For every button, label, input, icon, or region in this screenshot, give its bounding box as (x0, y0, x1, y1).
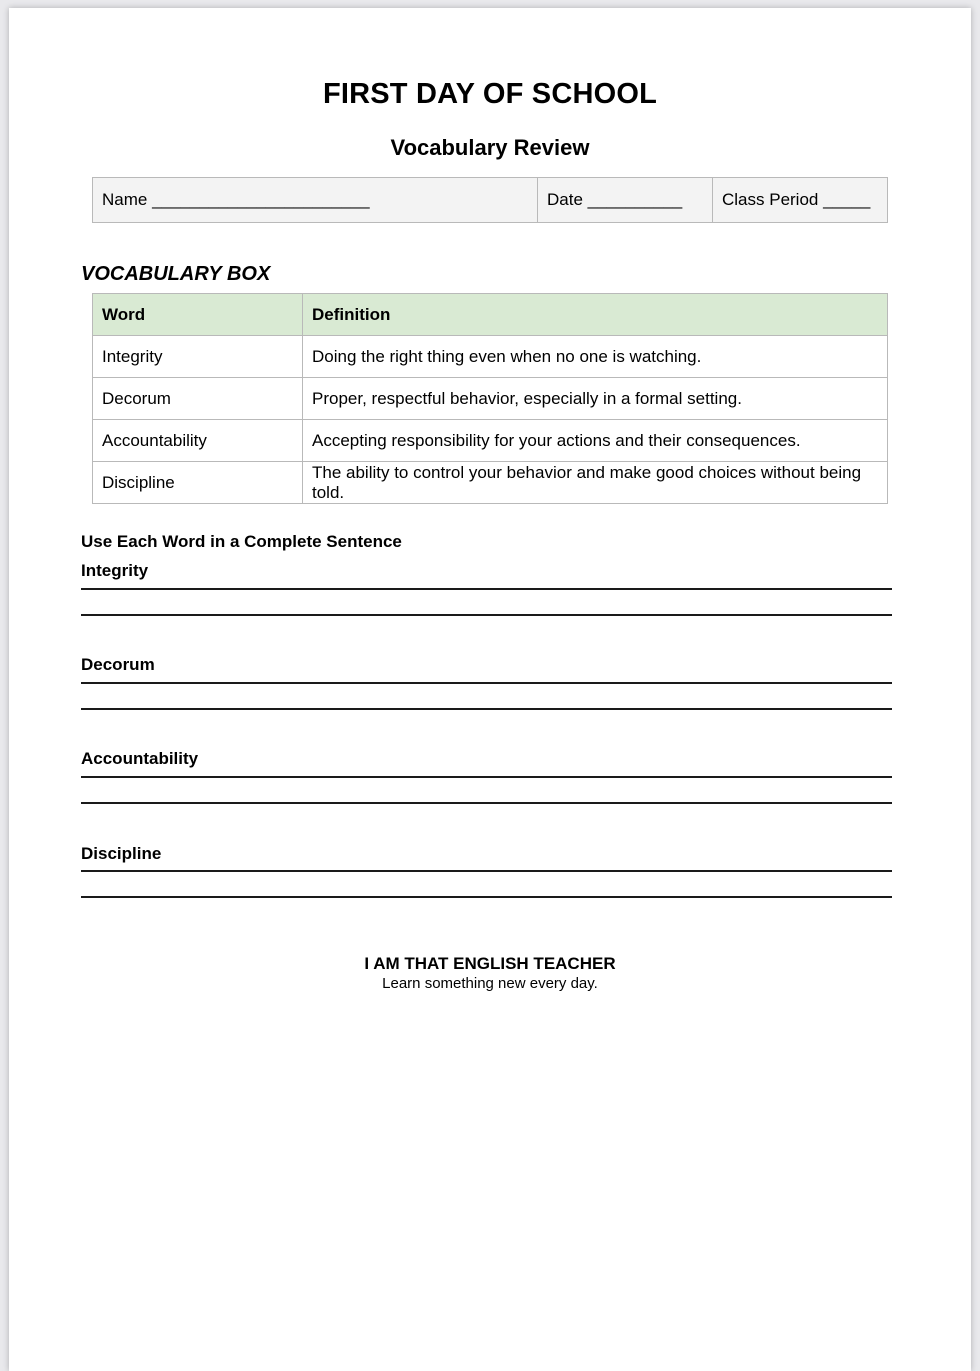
table-row (93, 378, 888, 420)
table-row (93, 462, 888, 504)
vocabulary-table (92, 293, 888, 504)
vocab-word: Discipline (93, 462, 303, 504)
footer-brand: I AM THAT ENGLISH TEACHER (364, 954, 616, 973)
writing-line[interactable] (81, 708, 892, 710)
vocab-word: Integrity (93, 336, 303, 378)
vocab-definition: Doing the right thing even when no one is watching. (303, 336, 888, 378)
table-row (93, 420, 888, 462)
practice-word-accountability: Accountability (81, 749, 199, 768)
student-info-table (92, 177, 888, 223)
vocab-definition: The ability to control your behavior and make good choices without being told. (303, 462, 888, 504)
vocabulary-box-heading: VOCABULARY BOX (81, 263, 271, 285)
page-title: FIRST DAY OF SCHOOL (322, 78, 658, 110)
date-field[interactable]: Date __________ (538, 178, 713, 223)
vocab-word: Accountability (93, 420, 303, 462)
writing-line[interactable] (81, 870, 892, 872)
column-header-definition: Definition (303, 294, 888, 336)
writing-line[interactable] (81, 896, 892, 898)
writing-line[interactable] (81, 776, 892, 778)
practice-word-decorum: Decorum (81, 655, 155, 674)
writing-line[interactable] (81, 614, 892, 616)
sentence-section-heading: Use Each Word in a Complete Sentence (81, 532, 402, 551)
writing-line[interactable] (81, 802, 892, 804)
practice-word-discipline: Discipline (81, 844, 162, 863)
footer-tagline: Learn something new every day. (382, 975, 598, 992)
vocab-definition: Accepting responsibility for your actions and their consequences. (303, 420, 888, 462)
vocab-definition: Proper, respectful behavior, especially in a formal setting. (303, 378, 888, 420)
name-field[interactable]: Name _______________________ (93, 178, 538, 223)
column-header-word: Word (93, 294, 303, 336)
worksheet-page (9, 8, 971, 1371)
page-subtitle: Vocabulary Review (390, 135, 590, 160)
vocab-word: Decorum (93, 378, 303, 420)
table-row (93, 336, 888, 378)
vocabulary-table-header (93, 294, 888, 336)
practice-word-integrity: Integrity (81, 561, 149, 580)
class-period-field[interactable]: Class Period _____ (713, 178, 888, 223)
writing-line[interactable] (81, 588, 892, 590)
writing-line[interactable] (81, 682, 892, 684)
